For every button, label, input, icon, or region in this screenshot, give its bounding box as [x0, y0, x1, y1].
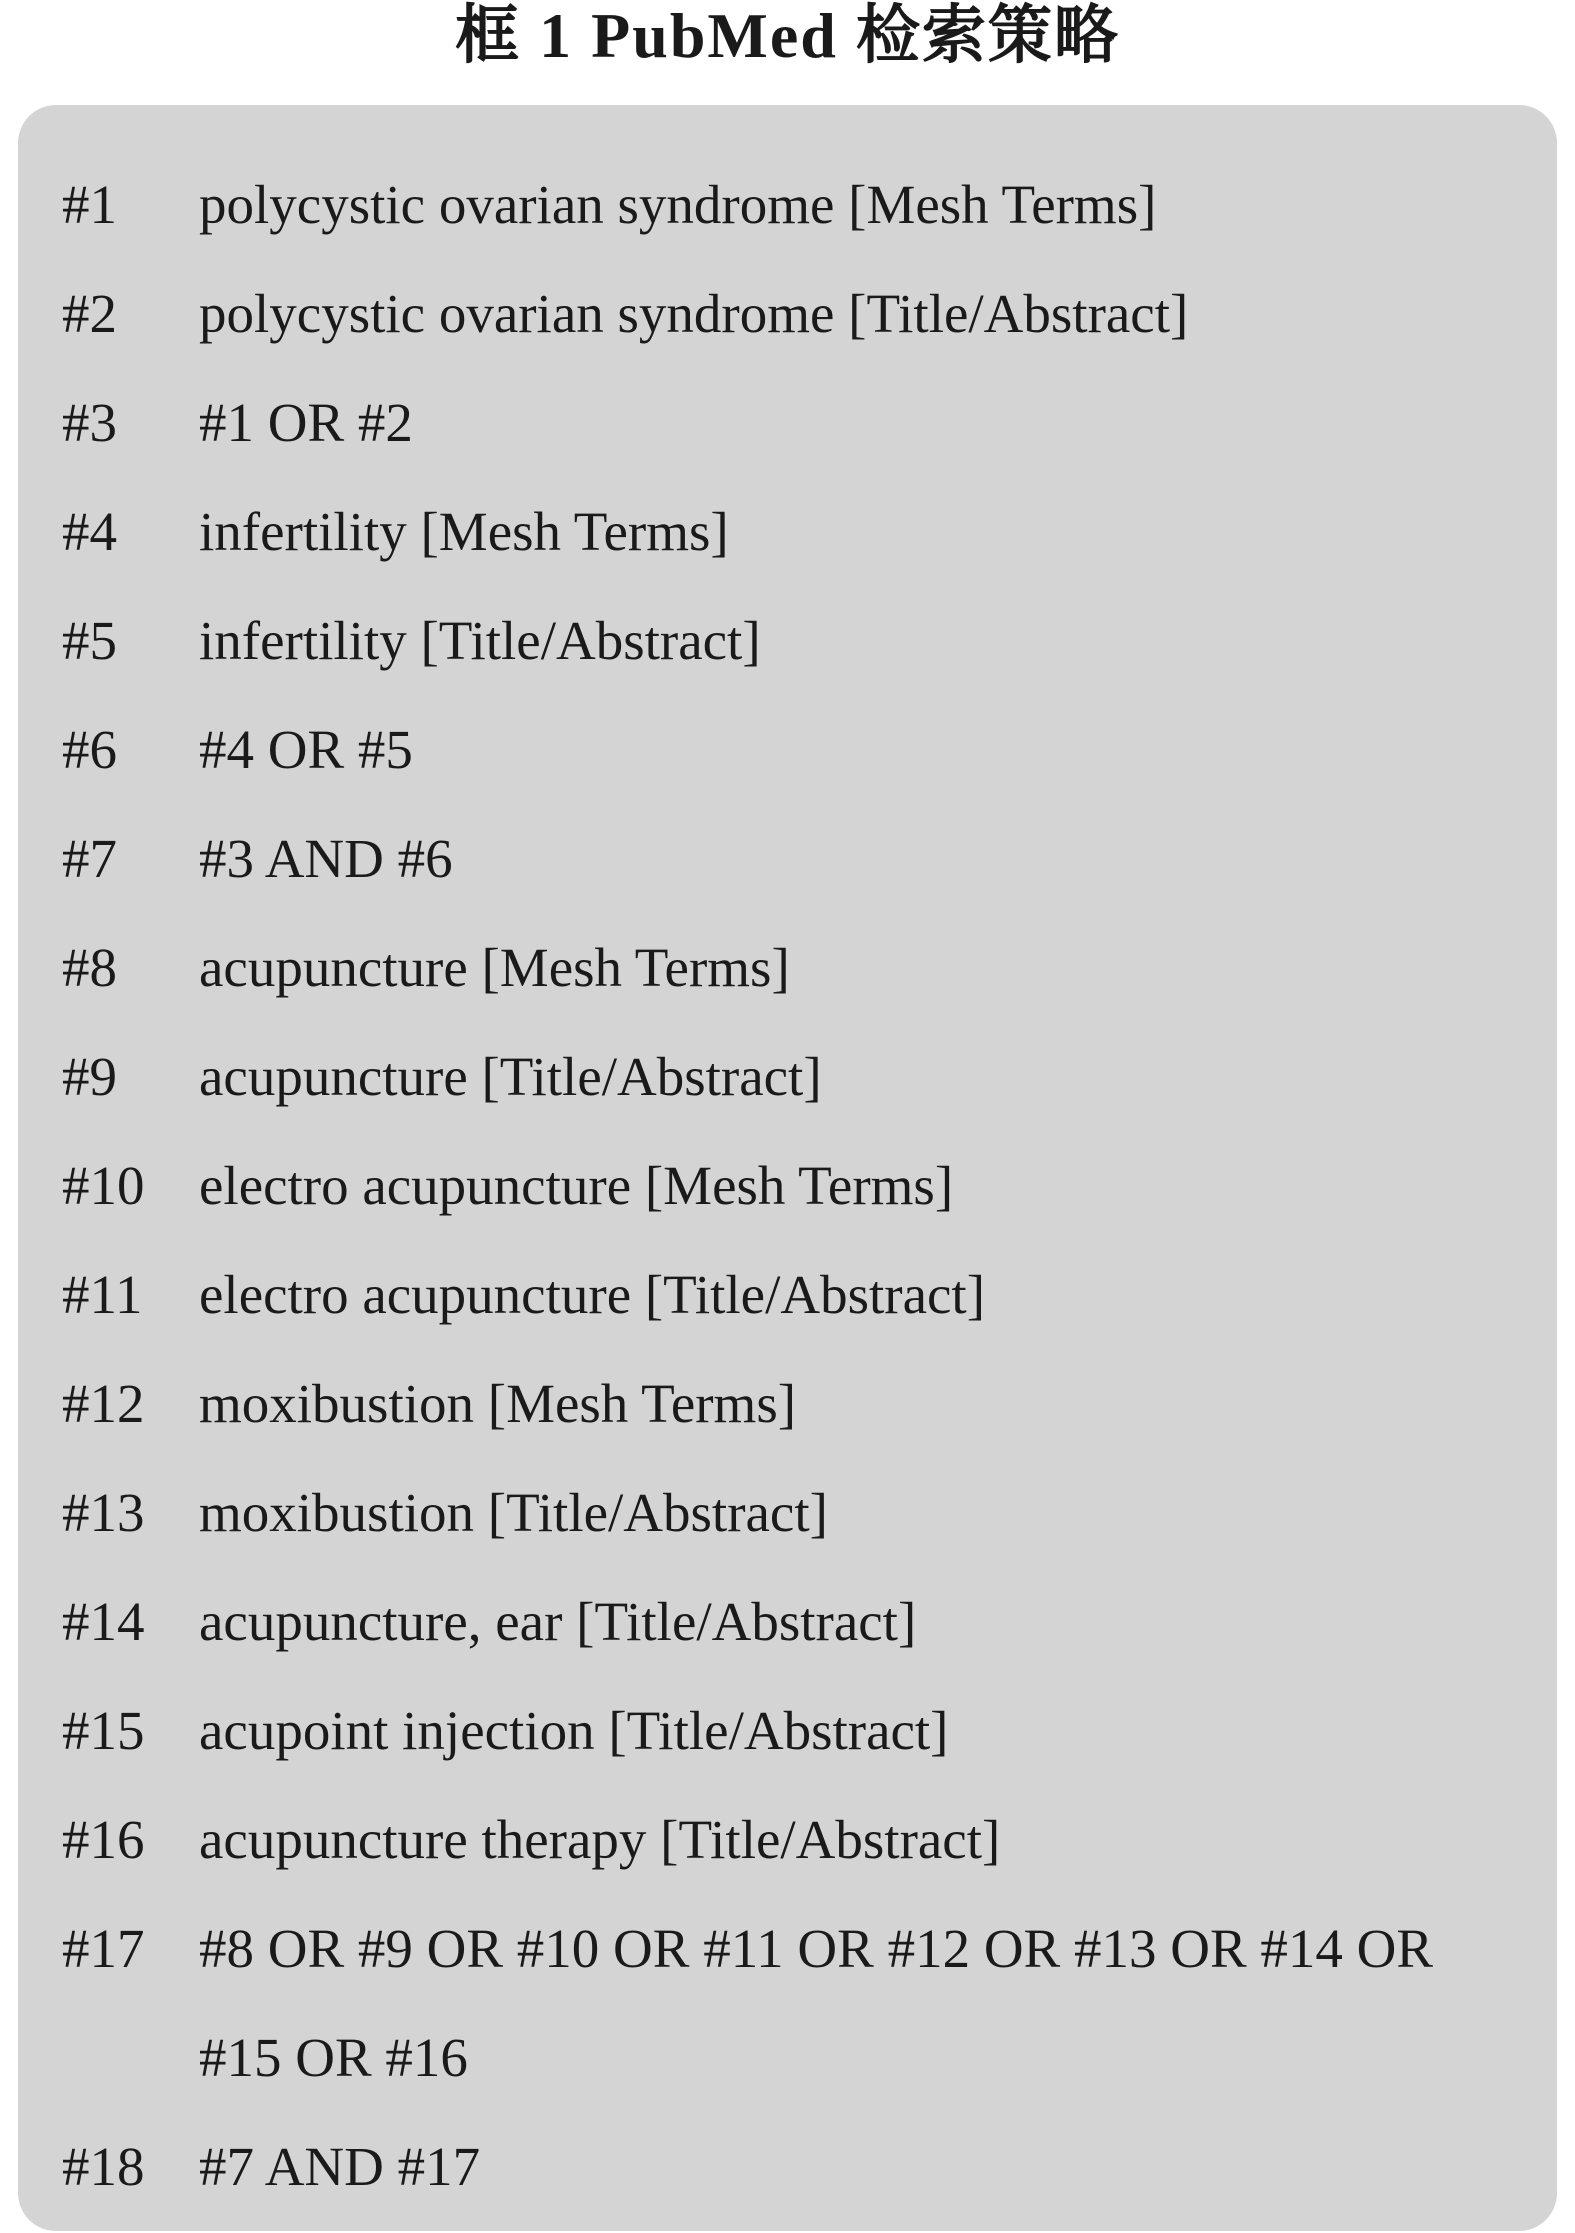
step-query: infertility [Title/Abstract]	[199, 610, 761, 671]
step-query: #3 AND #6	[199, 828, 453, 889]
step-number: #10	[62, 1155, 145, 1216]
step-query: polycystic ovarian syndrome [Title/Abstract]	[199, 283, 1189, 344]
search-step-11	[62, 1240, 1529, 1349]
step-number: #12	[62, 1373, 145, 1434]
step-query: electro acupuncture [Mesh Terms]	[199, 1155, 954, 1216]
step-number: #18	[62, 2136, 145, 2197]
step-query: acupuncture, ear [Title/Abstract]	[199, 1591, 917, 1652]
search-step-9	[62, 1022, 1529, 1131]
step-query: #7 AND #17	[199, 2136, 481, 2197]
step-number: #15	[62, 1700, 145, 1761]
step-number: #17	[62, 1918, 145, 1979]
step-number: #13	[62, 1482, 145, 1543]
step-query: #1 OR #2	[199, 392, 413, 453]
search-step-6	[62, 695, 1529, 804]
search-step-2	[62, 259, 1529, 368]
step-query: acupuncture [Title/Abstract]	[199, 1046, 822, 1107]
step-number: #4	[62, 501, 117, 562]
step-query: acupoint injection [Title/Abstract]	[199, 1700, 949, 1761]
search-step-4	[62, 477, 1529, 586]
search-strategy-list	[62, 150, 1529, 2221]
step-number: #11	[62, 1264, 143, 1325]
search-step-18	[62, 2112, 1529, 2221]
step-number: #8	[62, 937, 117, 998]
step-query: acupuncture therapy [Title/Abstract]	[199, 1809, 1001, 1870]
step-query: #8 OR #9 OR #10 OR #11 OR #12 OR #13 OR #14 OR #15 OR #16	[199, 1918, 1434, 2088]
search-step-17	[62, 1894, 1529, 2112]
step-number: #1	[62, 174, 117, 235]
box-title: 框 1 PubMed 检索策略	[455, 0, 1120, 71]
search-step-1	[62, 150, 1529, 259]
step-number: #3	[62, 392, 117, 453]
step-number: #6	[62, 719, 117, 780]
step-query: #4 OR #5	[199, 719, 413, 780]
search-step-7	[62, 804, 1529, 913]
search-step-10	[62, 1131, 1529, 1240]
step-number: #7	[62, 828, 117, 889]
step-query: moxibustion [Title/Abstract]	[199, 1482, 828, 1543]
search-step-5	[62, 586, 1529, 695]
step-number: #14	[62, 1591, 145, 1652]
search-step-12	[62, 1349, 1529, 1458]
step-query: electro acupuncture [Title/Abstract]	[199, 1264, 986, 1325]
step-number: #9	[62, 1046, 117, 1107]
step-number: #5	[62, 610, 117, 671]
search-step-16	[62, 1785, 1529, 1894]
step-number: #16	[62, 1809, 145, 1870]
step-query: polycystic ovarian syndrome [Mesh Terms]	[199, 174, 1157, 235]
step-query: infertility [Mesh Terms]	[199, 501, 729, 562]
search-step-8	[62, 913, 1529, 1022]
search-step-14	[62, 1567, 1529, 1676]
search-step-15	[62, 1676, 1529, 1785]
step-number: #2	[62, 283, 117, 344]
search-step-13	[62, 1458, 1529, 1567]
step-query: acupuncture [Mesh Terms]	[199, 937, 790, 998]
step-query: moxibustion [Mesh Terms]	[199, 1373, 797, 1434]
search-step-3	[62, 368, 1529, 477]
